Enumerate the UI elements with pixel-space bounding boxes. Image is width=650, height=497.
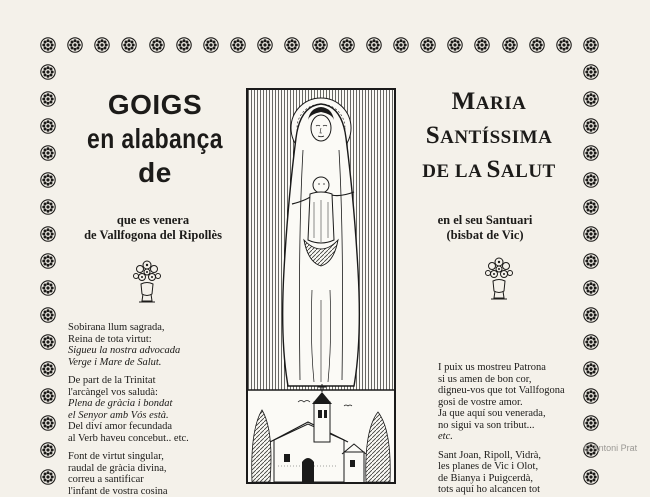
title-right: [404, 86, 574, 188]
flower-ornament-icon: [94, 37, 110, 53]
flower-ornament-icon: [40, 37, 56, 53]
flower-ornament-icon: [40, 199, 56, 215]
flower-ornament-icon: [583, 199, 599, 215]
verse-right: I puix us mostreu Patrona si us amen de bon cor, digneu-vos que tot Vallfogona gosi de vostre amor. Ja que aquí sou venerada, no sigui va son tribut... etc. Sant Joan, Ripoll, Vidrà, les planes de Vic i Olot, de Bianya i Puigcerdà, tots aquí ho alcancen tot: [438, 362, 565, 495]
flower-ornament-icon: [420, 37, 436, 53]
flower-ornament-icon: [474, 37, 490, 53]
flower-ornament-icon: [40, 307, 56, 323]
flower-ornament-icon: [40, 361, 56, 377]
flower-ornament-icon: [366, 37, 382, 53]
flower-ornament-icon: [40, 415, 56, 431]
virgin-engraving: [246, 88, 396, 484]
flower-ornament-icon: [230, 37, 246, 53]
flower-ornament-icon: [203, 37, 219, 53]
flower-ornament-icon: [583, 91, 599, 107]
flower-vase-icon: [130, 256, 164, 306]
flower-vase-icon: [482, 253, 516, 303]
flower-ornament-icon: [583, 334, 599, 350]
flower-ornament-icon: [583, 253, 599, 269]
subtitle-right: en el seu Santuari (bisbat de Vic): [437, 213, 533, 242]
flower-ornament-icon: [67, 37, 83, 53]
title-de: de: [138, 157, 172, 188]
flower-ornament-icon: [447, 37, 463, 53]
title-de-la-salut: DE LA SALUT: [422, 156, 556, 183]
flower-ornament-icon: [40, 334, 56, 350]
flower-ornament-icon: [40, 118, 56, 134]
flower-ornament-icon: [556, 37, 572, 53]
title-maria: MARIA: [451, 88, 527, 115]
title-left: [60, 88, 250, 190]
flower-ornament-icon: [583, 280, 599, 296]
flower-ornament-icon: [583, 145, 599, 161]
flower-ornament-icon: [149, 37, 165, 53]
title-en-alabanca: en alabança: [87, 123, 223, 154]
verse-left: Sobirana llum sagrada, Reina de tota virtut: Sigueu la nostra advocada Verge i Mare de Salut. De part de la Trinitat l'arcàngel vos saludà: Plena de gràcia i bondat el Senyor amb Vós està. Del diví amor fecundada al Verb haveu concebut.. etc. Font de virtut singular, raudal de gràcia divina, correu a santificar l'infant de vostra cosina: [68, 322, 189, 497]
flower-ornament-icon: [257, 37, 273, 53]
flower-ornament-icon: [40, 91, 56, 107]
flower-ornament-icon: [40, 145, 56, 161]
camera-icon: ©: [584, 443, 591, 453]
flower-ornament-icon: [121, 37, 137, 53]
flower-ornament-icon: [583, 172, 599, 188]
watermark: © Antoni Prat: [584, 443, 638, 453]
flower-ornament-icon: [529, 37, 545, 53]
flower-ornament-icon: [40, 172, 56, 188]
flower-ornament-icon: [583, 64, 599, 80]
flower-ornament-icon: [583, 307, 599, 323]
flower-ornament-icon: [393, 37, 409, 53]
flower-ornament-icon: [284, 37, 300, 53]
flower-ornament-icon: [583, 226, 599, 242]
virgin-and-child-illustration: [248, 90, 394, 482]
flower-ornament-icon: [502, 37, 518, 53]
flower-ornament-icon: [40, 388, 56, 404]
flower-ornament-icon: [339, 37, 355, 53]
flower-ornament-icon: [40, 226, 56, 242]
title-santissima: SANTÍSSIMA: [425, 122, 553, 149]
flower-ornament-icon: [583, 37, 599, 53]
flower-ornament-icon: [40, 280, 56, 296]
flower-ornament-icon: [176, 37, 192, 53]
flower-ornament-icon: [40, 469, 56, 485]
flower-ornament-icon: [40, 64, 56, 80]
subtitle-left: que es venera de Vallfogona del Ripollès: [84, 213, 222, 242]
flower-ornament-icon: [40, 253, 56, 269]
title-goigs: GOIGS: [107, 89, 203, 120]
flower-ornament-icon: [40, 442, 56, 458]
flower-ornament-icon: [312, 37, 328, 53]
flower-ornament-icon: [583, 118, 599, 134]
